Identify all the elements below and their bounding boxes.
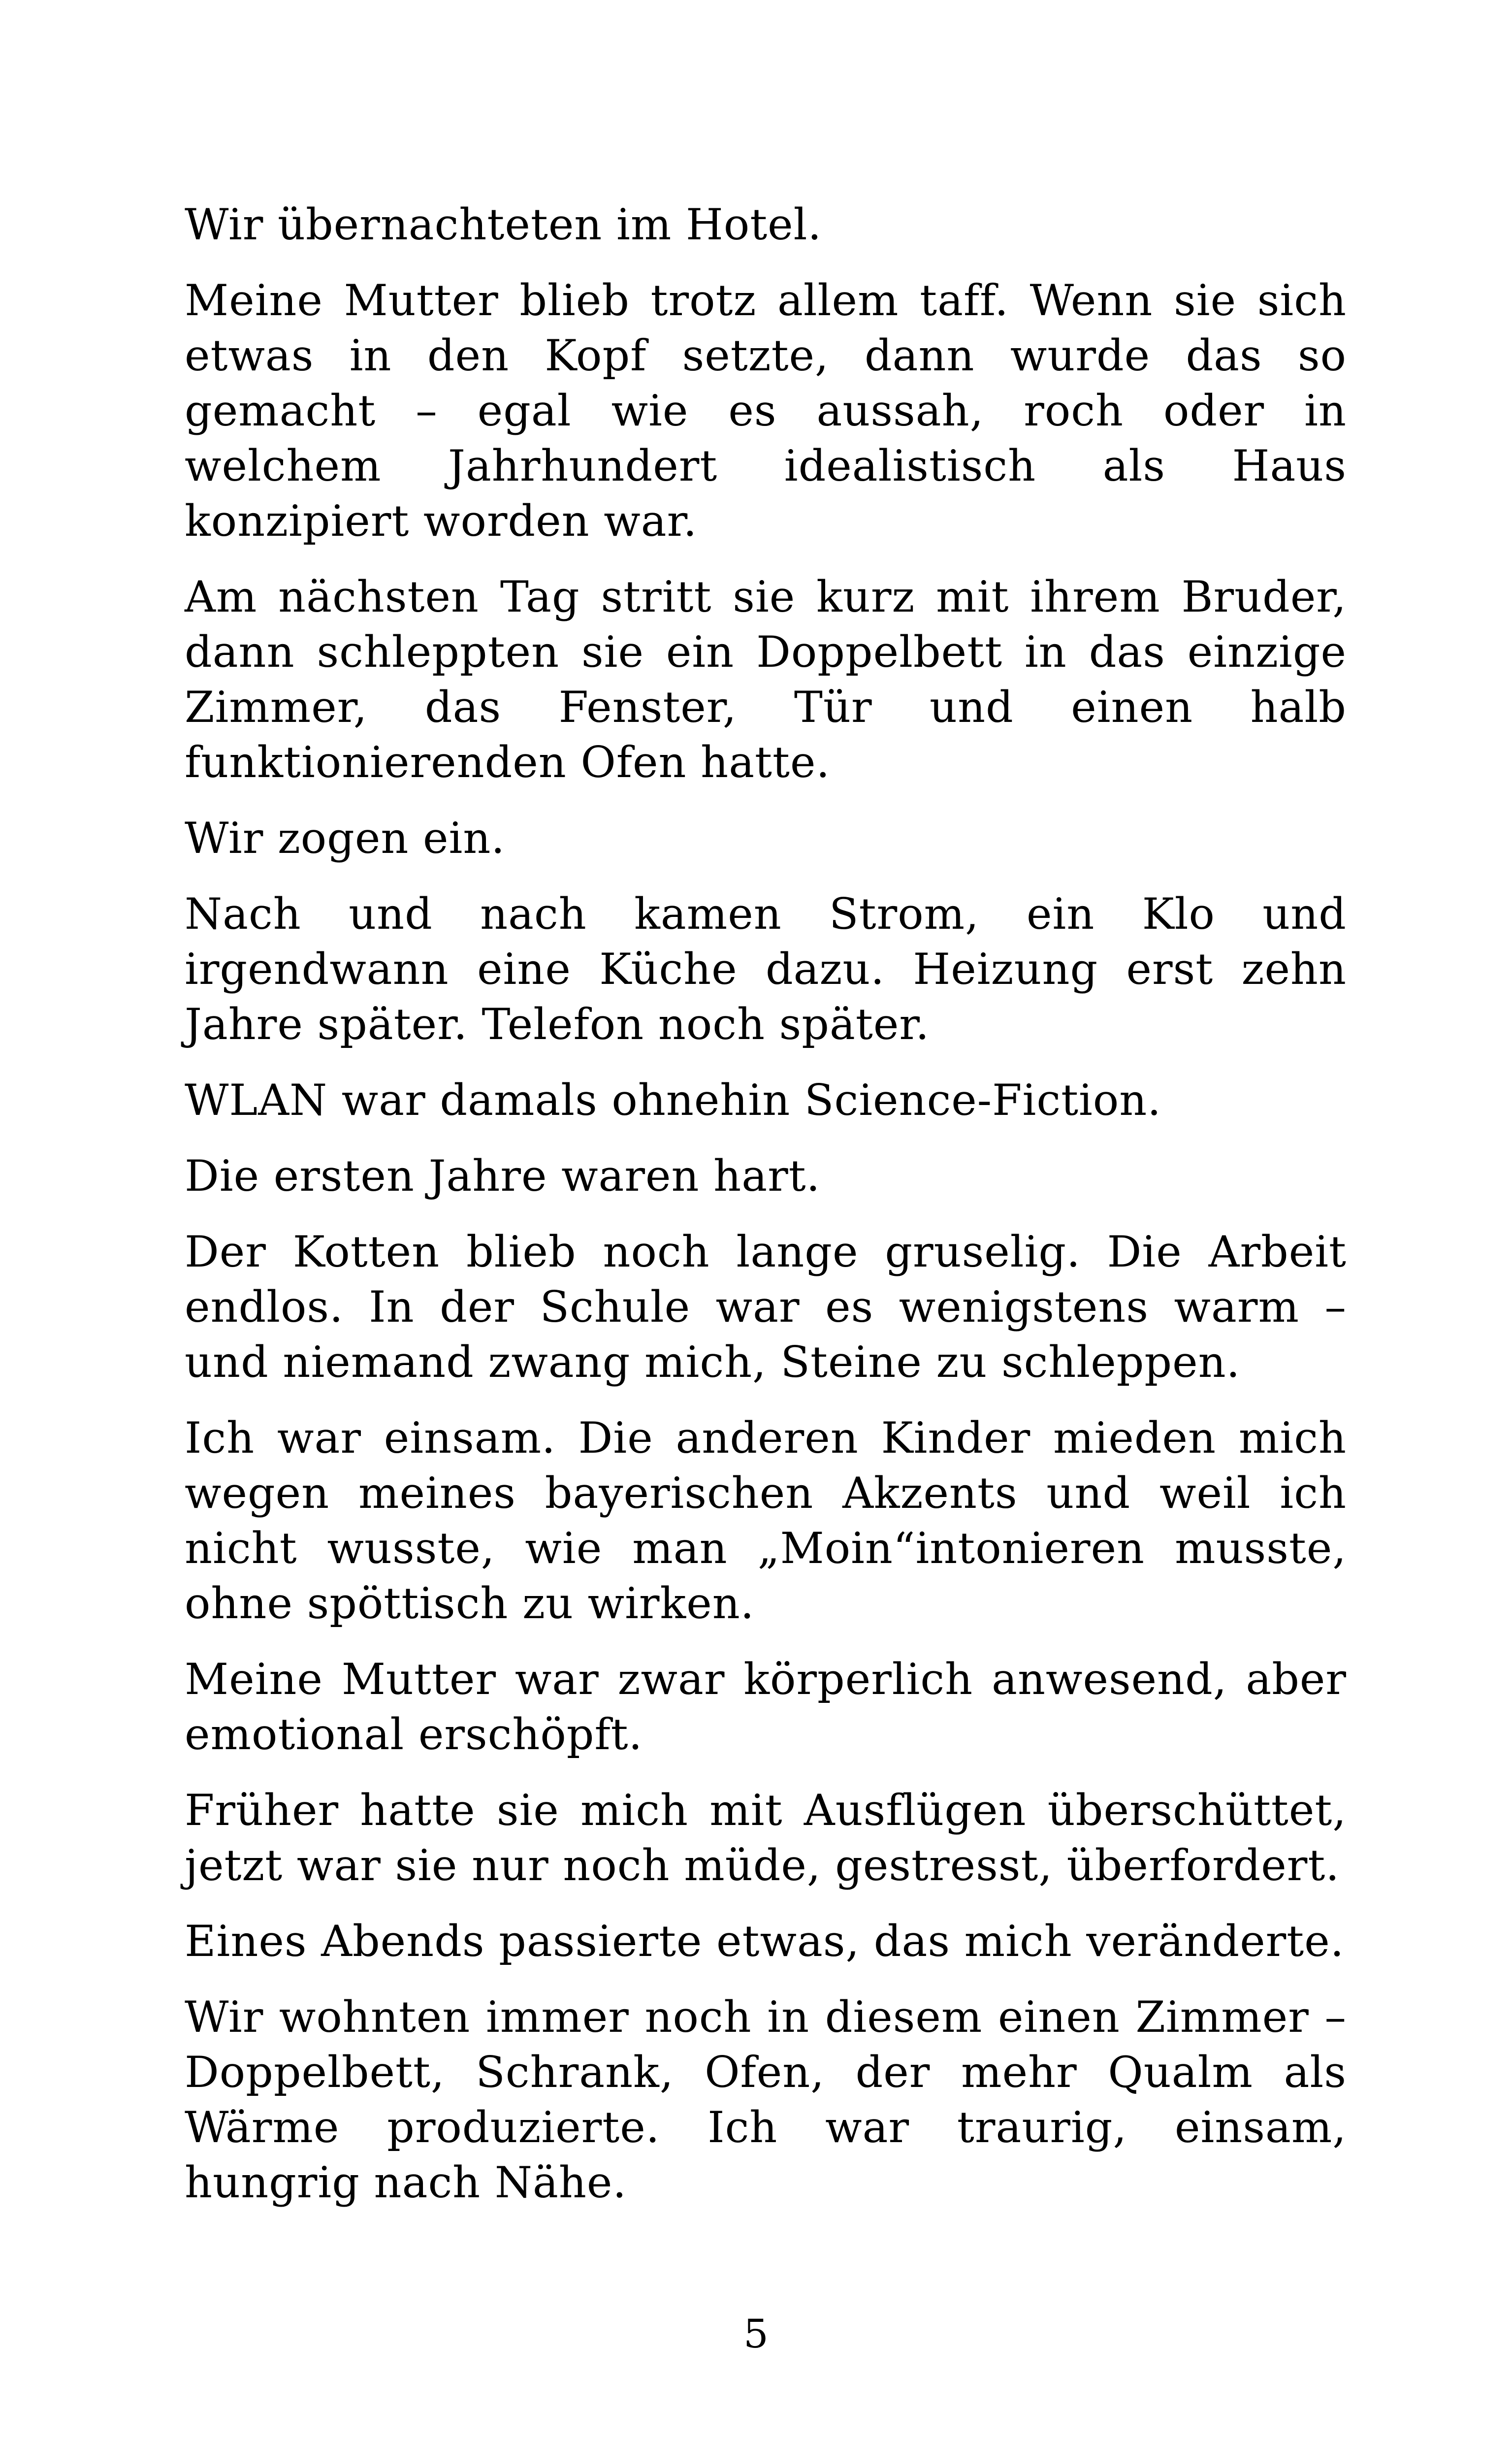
paragraph-7: Die ersten Jahre waren hart. [185,1151,821,1201]
paragraph-2: Meine Mutter blieb trotz allem taff. Wenn sie sich etwas in den Kopf setzte, dann wurde das so gemacht – egal wie es aussah, roch oder in welchem Jahrhundert idealistisch als Haus konzipiert worden war. [185,275,1347,546]
body-text [185,197,1347,2231]
paragraph-13: Wir wohnten immer noch in diesem einen Zimmer – Doppelbett, Schrank, Ofen, der mehr Qualm als Wärme produzierte. Ich war traurig, einsam, hungrig nach Nähe. [185,1992,1347,2208]
paragraph-4: Wir zogen ein. [185,813,506,863]
paragraph-12: Eines Abends passierte etwas, das mich veränderte. [185,1916,1345,1966]
paragraph-8: Der Kotten blieb noch lange gruselig. Die Arbeit endlos. In der Schule war es wenigstens warm – und niemand zwang mich, Steine zu schleppen. [185,1227,1347,1387]
paragraph-11: Früher hatte sie mich mit Ausflügen überschüttet, jetzt war sie nur noch müde, gestresst, überfordert. [185,1785,1347,1890]
paragraph-3: Am nächsten Tag stritt sie kurz mit ihrem Bruder, dann schleppten sie ein Doppelbett in das einzige Zimmer, das Fenster, Tür und einen halb funktionierenden Ofen hatte. [185,572,1347,787]
paragraph-9: Ich war einsam. Die anderen Kinder mieden mich wegen meines bayerischen Akzents und weil ich nicht wusste, wie man „Moin“intonieren musste, ohne spöttisch zu wirken. [185,1413,1347,1629]
paragraph-5: Nach und nach kamen Strom, ein Klo und irgendwann eine Küche dazu. Heizung erst zehn Jahre später. Telefon noch später. [185,889,1347,1049]
paragraph-10: Meine Mutter war zwar körperlich anwesend, aber emotional erschöpft. [185,1654,1347,1759]
page-number: 5 [743,2311,769,2357]
paragraph-6: WLAN war damals ohnehin Science-Fiction. [185,1075,1161,1125]
paragraph-1: Wir übernachteten im Hotel. [185,199,822,250]
